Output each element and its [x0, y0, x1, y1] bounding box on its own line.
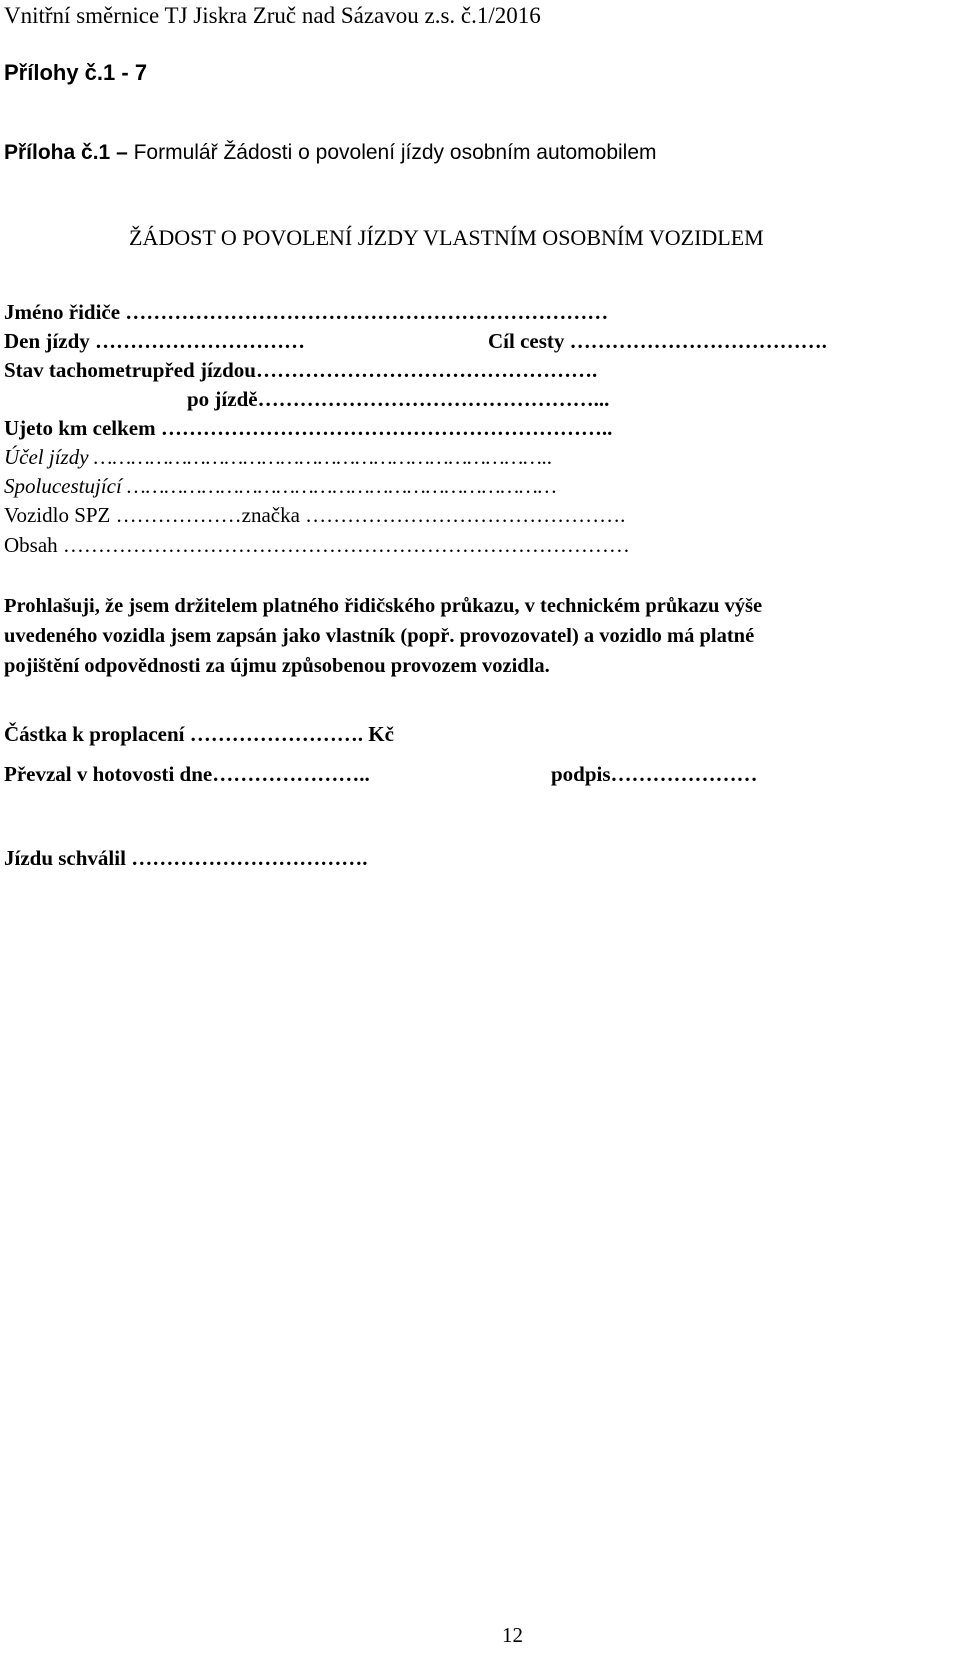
odometer-before-field: Stav tachometrupřed jízdou…………………………………………. — [4, 358, 598, 382]
annex-description: Formulář Žádosti o povolení jízdy osobním automobilem — [133, 141, 657, 164]
form-title: ŽÁDOST O POVOLENÍ JÍZDY VLASTNÍM OSOBNÍM VOZIDLEM — [129, 225, 764, 250]
passengers-field: Spolucestující …………………………………………………………… — [4, 474, 557, 498]
document-header: Vnitřní směrnice TJ Jiskra Zruč nad Sázavou z.s. č.1/2016 — [4, 3, 541, 28]
approved-by-field: Jízdu schválil ……………………………. — [4, 846, 368, 870]
signature-field: podpis………………… — [551, 762, 758, 786]
total-km-field: Ujeto km celkem ……………………………………………………….. — [4, 416, 613, 440]
received-cash-field: Převzal v hotovosti dne………………….. — [4, 762, 370, 786]
odometer-after-field: po jízdě…………………………………………... — [187, 387, 610, 411]
annex-list-label: Přílohy č.1 - 7 — [4, 60, 148, 85]
annex-number: Příloha č.1 — [4, 141, 111, 164]
annex-title — [4, 142, 657, 163]
vehicle-field: Vozidlo SPZ ………………značka ………………………………………. — [4, 503, 626, 527]
declaration-paragraph — [4, 591, 958, 681]
declaration-line: Prohlašuji, že jsem držitelem platného řidičského průkazu, v technickém průkazu výše — [4, 595, 763, 617]
amount-field: Částka k proplacení ……………………. Kč — [4, 722, 394, 746]
driver-name-field: Jméno řidiče …………………………………………………………… — [4, 300, 609, 324]
content-field: Obsah ……………………………………………………………………… — [4, 533, 630, 557]
page-number: 12 — [502, 1623, 523, 1647]
trip-day-field: Den jízdy ………………………… — [4, 329, 305, 353]
destination-field: Cíl cesty ………………………………. — [488, 329, 827, 353]
trip-purpose-field: Účel jízdy ……………………………………………………………….. — [4, 445, 553, 469]
annex-dash: – — [116, 141, 128, 164]
declaration-line: uvedeného vozidla jsem zapsán jako vlastník (popř. provozovatel) a vozidlo má platné — [4, 625, 755, 647]
declaration-line: pojištění odpovědnosti za újmu způsobenou provozem vozidla. — [4, 655, 550, 677]
